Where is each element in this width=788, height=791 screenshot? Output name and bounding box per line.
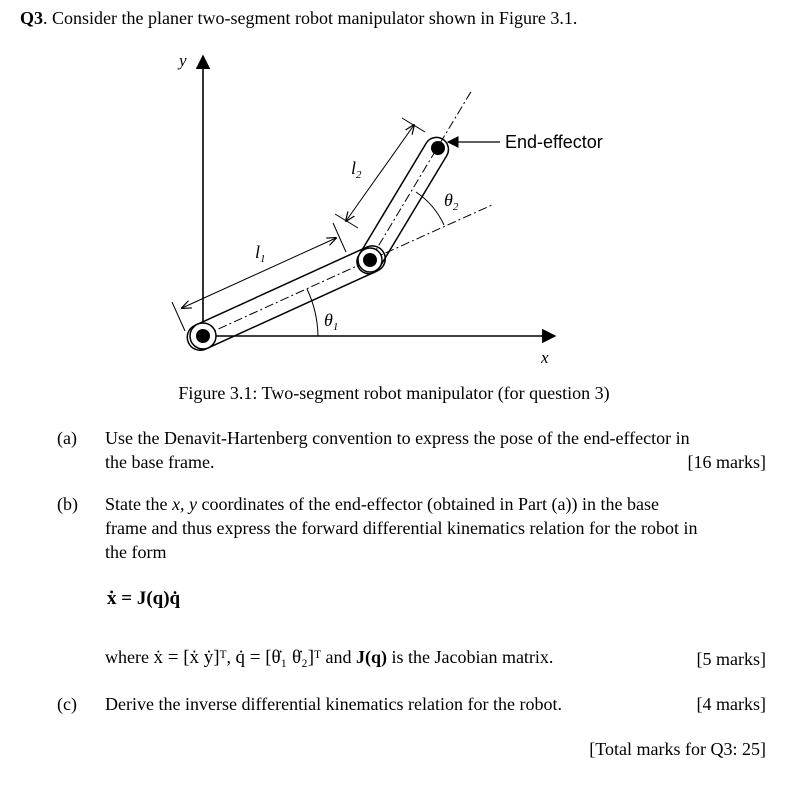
part-b-line2: frame and thus express the forward differential kinematics relation for the robot in — [105, 518, 698, 538]
part-b-where-line: where ẋ = [ẋ ẏ]ᵀ, q̇ = [θ̇₁ θ̇₂]ᵀ and J(q) is the Jacobian matrix. — [105, 647, 554, 668]
y-axis-label: y — [179, 51, 187, 70]
end-effector-label: End-effector — [505, 132, 603, 152]
x-axis-label: x — [541, 348, 549, 367]
end-effector-point — [431, 141, 445, 155]
question-title — [20, 8, 577, 29]
part-b-body — [105, 492, 767, 564]
part-b-label: (b) — [57, 494, 78, 514]
part-b-marks: [5 marks] — [696, 649, 766, 669]
figure-caption: Figure 3.1: Two-segment robot manipulator (for question 3) — [178, 383, 610, 403]
part-a-label: (a) — [57, 428, 77, 448]
part-a-body — [105, 426, 767, 474]
part-b-line3: the form — [105, 542, 167, 562]
part-c-text: Derive the inverse differential kinematics relation for the robot. — [105, 694, 562, 714]
forward-kinematics-equation: ẋ = J(q)q̇ — [107, 588, 181, 609]
theta1-arc — [307, 289, 318, 336]
theta1-label: $\theta_1$ — [324, 310, 339, 333]
jacobian-symbol: J(q) — [355, 647, 387, 667]
part-c-label: (c) — [57, 694, 77, 714]
part-a-marks: [16 marks] — [687, 452, 766, 472]
link1-centerline — [203, 260, 370, 336]
total-marks: [Total marks for Q3: 25] — [589, 739, 766, 759]
q-dot-definition: q̇ = [θ̇₁ θ̇₂]ᵀ — [235, 647, 321, 668]
l2-label: $l_2$ — [351, 158, 362, 181]
l1-extension-end — [333, 223, 346, 252]
question-number: Q3 — [20, 8, 44, 28]
l1-extension-start — [172, 302, 185, 331]
theta2-label: $\theta_2$ — [444, 190, 459, 213]
question-text: . Consider the planer two-segment robot manipulator shown in Figure 3.1. — [43, 8, 578, 28]
x-dot-definition: ẋ = [ẋ ẏ]ᵀ — [153, 647, 227, 668]
part-b-line1: State the x, y coordinates of the end-effector (obtained in Part (a)) in the base — [105, 494, 659, 514]
robot-manipulator-figure — [0, 40, 788, 380]
part-a-line1: Use the Denavit-Hartenberg convention to express the pose of the end-effector in — [105, 428, 690, 448]
base-joint — [196, 329, 210, 343]
part-a-line2: the base frame. — [105, 452, 215, 472]
link2-centerline — [370, 90, 472, 260]
theta2-arc — [416, 192, 444, 225]
l1-label: $l_1$ — [255, 242, 266, 265]
part-c-marks: [4 marks] — [696, 694, 766, 714]
elbow-joint — [363, 253, 377, 267]
